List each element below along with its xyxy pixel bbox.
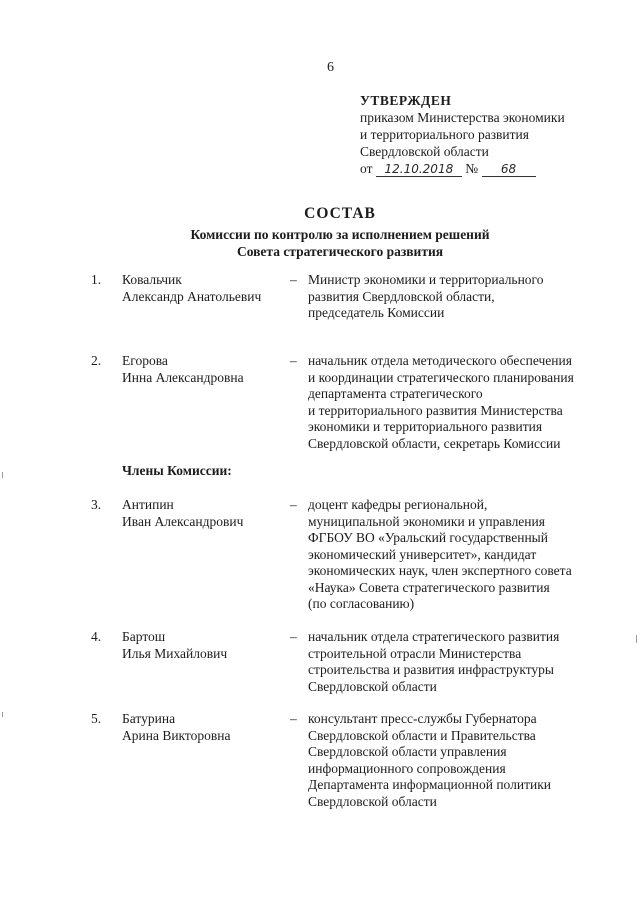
member-number: 1. <box>91 272 102 287</box>
member-surname: Батурина <box>122 711 176 726</box>
handwritten-number: 68 <box>482 162 536 177</box>
role-line: Свердловской области, секретарь Комиссии <box>308 435 561 451</box>
approval-heading: УТВЕРЖДЕН <box>360 93 452 108</box>
member-role <box>308 711 608 810</box>
role-line: строительной отрасли Министерства <box>308 645 522 661</box>
role-line: департамента стратегического <box>308 386 483 401</box>
role-line: развития Свердловской области, <box>308 288 495 304</box>
role-line: председатель Комиссии <box>308 305 445 320</box>
member-name <box>122 497 282 530</box>
date-prefix: от <box>360 161 373 176</box>
member-number: 2. <box>91 353 102 368</box>
role-line: Министр экономики и территориального <box>308 272 544 287</box>
member-role <box>308 629 608 695</box>
member-role <box>308 353 608 452</box>
member-name <box>122 629 282 662</box>
member-given-name: Инна Александровна <box>122 369 244 385</box>
member-surname: Ковальчик <box>122 272 182 287</box>
approval-date-line <box>360 160 610 177</box>
member-number: 4. <box>91 629 102 644</box>
role-line: начальник отдела методического обеспечения <box>308 353 572 368</box>
approval-line-1: приказом Министерства экономики <box>360 110 565 125</box>
dash-separator: – <box>290 353 297 368</box>
dash-separator: – <box>290 629 297 644</box>
document-subtitle-2: Совета стратегического развития <box>236 244 444 259</box>
role-line: Свердловской области и Правительства <box>308 727 536 743</box>
member-name <box>122 711 282 744</box>
page-number: 6 <box>327 60 334 75</box>
member-number: 3. <box>91 497 102 512</box>
role-line: муниципальной экономики и управления <box>308 513 545 529</box>
member-role <box>308 272 608 322</box>
role-line: (по согласованию) <box>308 596 415 611</box>
role-line: информационного сопровождения <box>308 760 506 776</box>
member-surname: Антипин <box>122 497 174 512</box>
role-line: доцент кафедры региональной, <box>308 497 488 512</box>
dash-separator: – <box>290 711 297 726</box>
role-line: строительства и развития инфраструктуры <box>308 662 554 677</box>
role-line: экономических наук, член экспертного совета <box>308 563 572 578</box>
role-line: и координации стратегического планирования <box>308 369 574 385</box>
role-line: «Наука» Совета стратегического развития <box>308 579 550 595</box>
member-role <box>308 497 608 613</box>
role-line: начальник отдела стратегического развития <box>308 629 560 644</box>
members-heading: Члены Комиссии: <box>122 463 232 478</box>
document-title: СОСТАВ <box>304 205 376 222</box>
member-given-name: Арина Викторовна <box>122 727 231 743</box>
role-line: ФГБОУ ВО «Уральский государственный <box>308 530 548 545</box>
document-title-block <box>150 205 530 260</box>
role-line: и территориального развития Министерства <box>308 402 563 418</box>
member-given-name: Иван Александрович <box>122 513 244 529</box>
member-given-name: Илья Михайлович <box>122 645 228 661</box>
role-line: экономический университет», кандидат <box>308 546 537 562</box>
scan-speck <box>2 472 3 478</box>
number-prefix: № <box>465 161 479 176</box>
member-surname: Бартош <box>122 629 166 644</box>
approval-line-2: и территориального развития <box>360 127 529 142</box>
member-number: 5. <box>91 711 102 726</box>
approval-line-3: Свердловской области <box>360 144 489 159</box>
scan-speck <box>2 712 3 717</box>
member-name <box>122 272 282 305</box>
role-line: Свердловской области <box>308 678 437 694</box>
member-given-name: Александр Анатольевич <box>122 288 262 304</box>
document-subtitle-1: Комиссии по контролю за исполнением решений <box>190 227 490 242</box>
member-surname: Егорова <box>122 353 168 368</box>
role-line: Свердловской области управления <box>308 744 507 759</box>
scan-speck <box>636 635 637 643</box>
dash-separator: – <box>290 272 297 287</box>
role-line: консультант пресс-службы Губернатора <box>308 711 537 726</box>
dash-separator: – <box>290 497 297 512</box>
approval-stamp <box>360 92 610 177</box>
member-name <box>122 353 282 386</box>
role-line: Департамента информационной политики <box>308 777 551 792</box>
role-line: Свердловской области <box>308 793 437 809</box>
role-line: экономики и территориального развития <box>308 419 543 434</box>
handwritten-date: 12.10.2018 <box>376 162 462 177</box>
